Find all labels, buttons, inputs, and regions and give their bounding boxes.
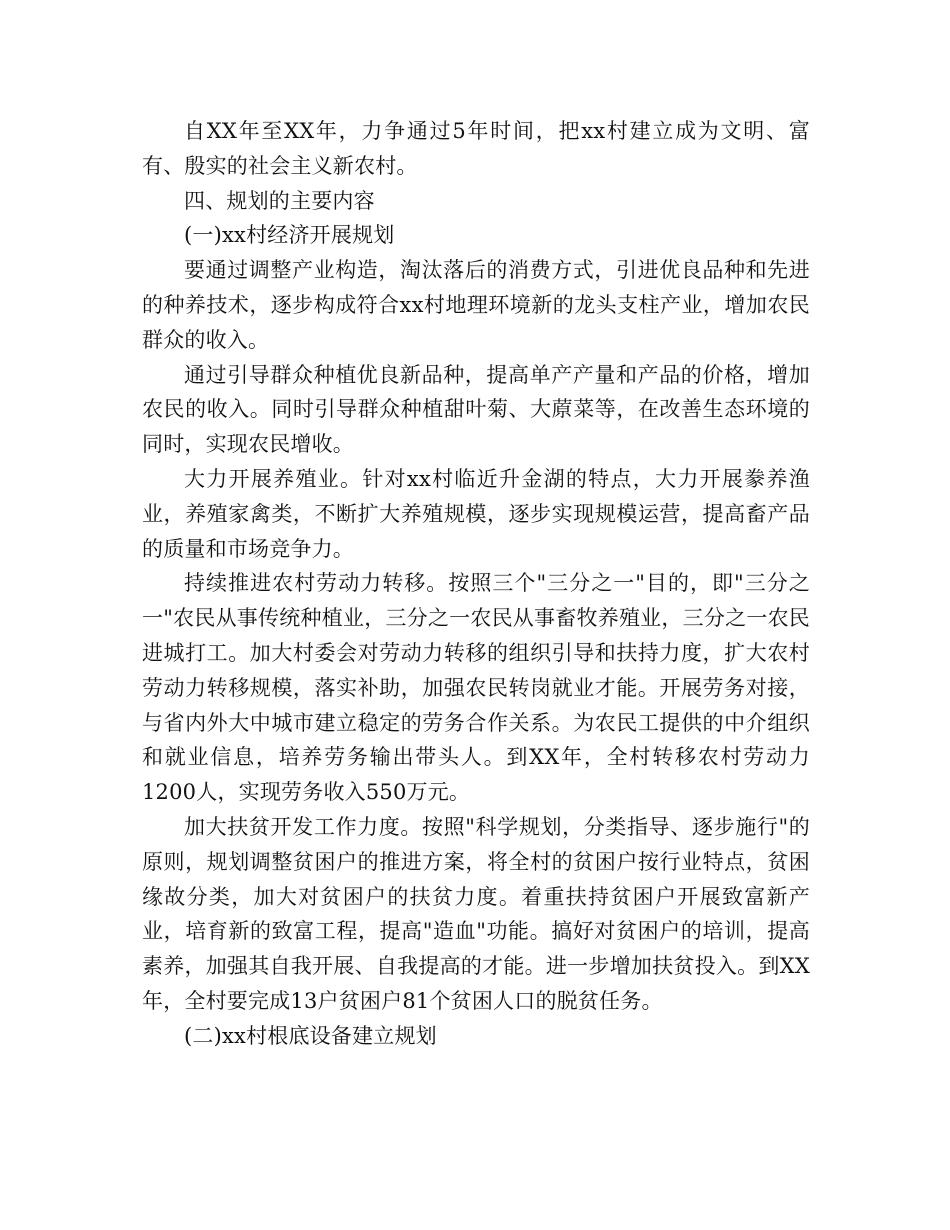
paragraph-poverty-alleviation: 加大扶贫开发工作力度。按照"科学规划，分类指导、逐步施行"的原则，规划调整贫困户的推进方案，将全村的贫困户按行业特点，贫困缘故分类，加大对贫困户的扶贫力度。着重扶持贫困户开展致富新产业，培育新的致富工程，提高"造血"功能。搞好对贫困户的培训，提高素养，加强其自我开展、自我提高的才能。进一步增加扶贫投入。到XX年，全村要完成13户贫困户81个贫困人口的脱贫任务。 [142,814,810,1013]
paragraph-labor-transfer: 持续推进农村劳动力转移。按照三个"三分之一"目的，即"三分之一"农民从事传统种植业，三分之一农民从事畜牧养殖业，三分之一农民进城打工。加大村委会对劳动力转移的组织引导和扶持力度，扩大农村劳动力转移规模，落实补助，加强农民转岗就业才能。开展劳务对接，与省内外大中城市建立稳定的劳务合作关系。为农民工提供的中介组织和就业信息，培养劳务输出带头人。到XX年，全村转移农村劳动力1200人，实现劳务收入550万元。 [142,571,810,805]
subsection-heading-infrastructure: (二)xx村根底设备建立规划 [184,1023,437,1048]
paragraph-industry-structure: 要通过调整产业构造，淘汰落后的消费方式，引进优良品种和先进的种养技术，逐步构成符合xx村地理环境新的龙头支柱产业，增加农民群众的收入。 [142,258,810,352]
subsection-heading-economic-plan: (一)xx村经济开展规划 [184,223,395,248]
paragraph-goal: 自XX年至XX年，力争通过5年时间，把xx村建立成为文明、富有、殷实的社会主义新农村。 [142,119,810,178]
paragraph-planting: 通过引导群众种植优良新品种，提高单产产量和产品的价格，增加农民的收入。同时引导群众种植甜叶菊、大蒝菜等，在改善生态环境的同时，实现农民增收。 [142,362,810,457]
section-heading-main-content: 四、规划的主要内容 [184,188,375,213]
document-body [142,114,810,1054]
paragraph-breeding: 大力开展养殖业。针对xx村临近升金湖的特点，大力开展豢养渔业，养殖家禽类，不断扩大养殖规模，逐步实现规模运营，提高畜产品的质量和市场竞争力。 [142,466,810,561]
